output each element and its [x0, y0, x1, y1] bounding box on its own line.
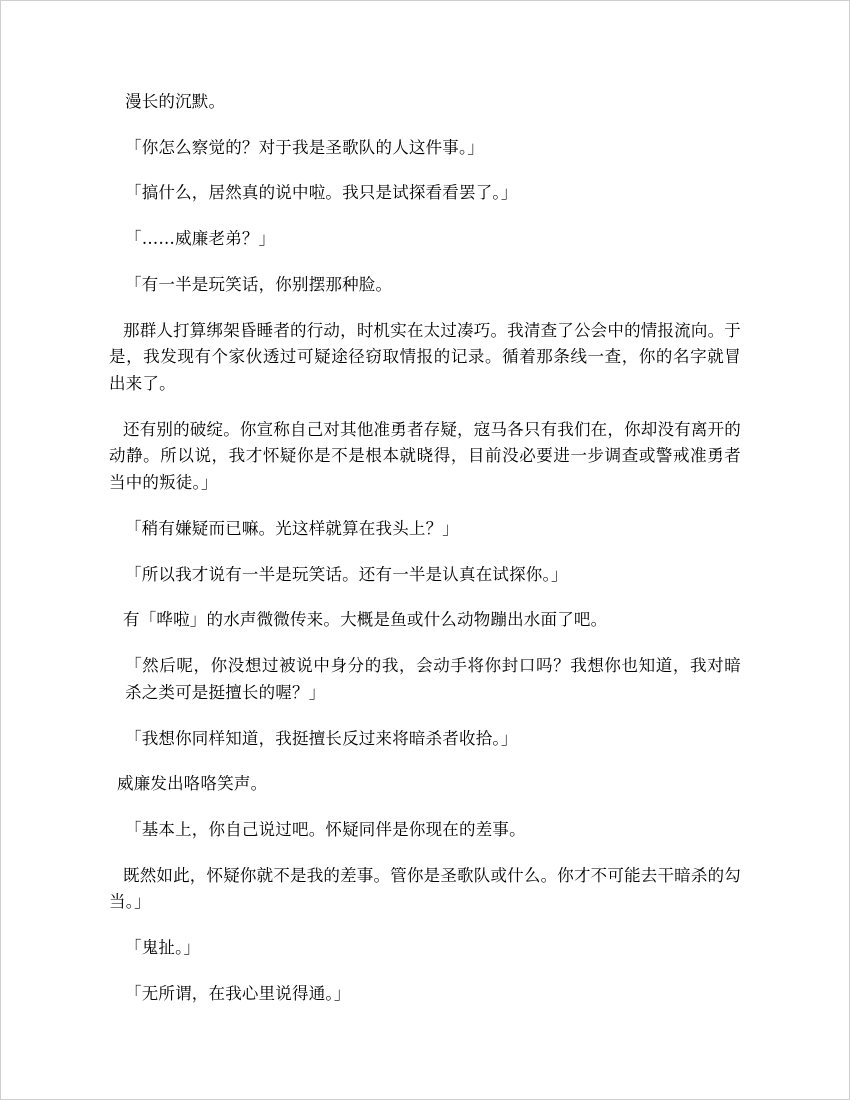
- paragraph: 「搞什么，居然真的说中啦。我只是试探看看罢了。」: [125, 183, 518, 203]
- paragraph: 「鬼扯。」: [125, 938, 201, 958]
- paragraph: 既然如此，怀疑你就不是我的差事。管你是圣歌队或什么。你才不可能去干暗杀的勾当。」: [109, 865, 741, 912]
- paragraph: 那群人打算绑架昏睡者的行动，时机实在太过凑巧。我清查了公会中的情报流向。于是，我发现有个家伙透过可疑途径窃取情报的记录。循着那条线一查，你的名字就冒出来了。: [109, 320, 741, 394]
- paragraph: 还有别的破绽。你宣称自己对其他准勇者存疑，寇马各只有我们在，你却没有离开的动静。所以说，我才怀疑你是不是根本就晓得，目前没必要进一步调查或警戒准勇者当中的叛徒。」: [109, 419, 741, 493]
- page-text-body: [109, 89, 741, 1008]
- paragraph: 「所以我才说有一半是玩笑话。还有一半是认真在试探你。」: [125, 564, 568, 584]
- paragraph: 有「哗啦」的水声微微传来。大概是鱼或什么动物蹦出水面了吧。: [123, 610, 608, 630]
- paragraph: 「……威廉老弟？」: [125, 229, 276, 249]
- paragraph: 「有一半是玩笑话，你别摆那种脸。: [125, 274, 393, 294]
- paragraph: 「你怎么察觉的？对于我是圣歌队的人这件事。」: [125, 137, 485, 157]
- paragraph: 「我想你同样知道，我挺擅长反过来将暗杀者收拾。」: [125, 728, 518, 748]
- paragraph: 「基本上，你自己说过吧。怀疑同伴是你现在的差事。: [125, 819, 526, 839]
- paragraph: 「然后呢，你没想过被说中身分的我，会动手将你封口吗？我想你也知道，我对暗杀之类可是挺擅长的喔？」: [125, 656, 741, 702]
- paragraph: 威廉发出咯咯笑声。: [117, 774, 268, 794]
- paragraph: 漫长的沉默。: [125, 92, 226, 111]
- paragraph: 「稍有嫌疑而已嘛。光这样就算在我头上？」: [125, 518, 459, 538]
- paragraph: 「无所谓，在我心里说得通。」: [125, 983, 351, 1003]
